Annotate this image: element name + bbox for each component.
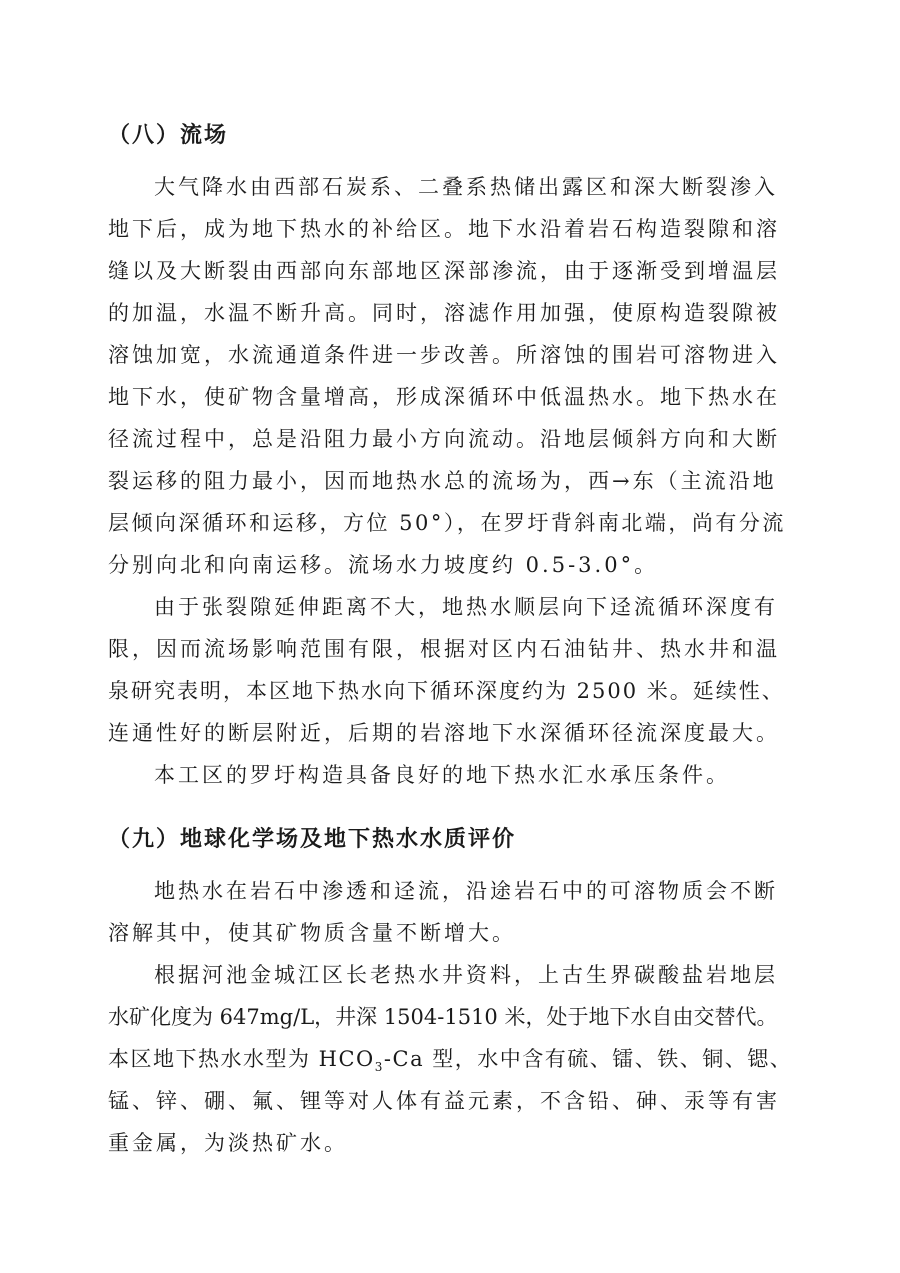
water-type-subscript: 3 — [374, 1060, 384, 1075]
paragraph-geochemistry-2 — [108, 954, 793, 1164]
text-line: 水矿化度为 647mg/L，井深 1504-1510 米，处于地下水自由交替代。 — [108, 1005, 778, 1029]
text-line: 溶解其中，使其矿物质含量不断增大。 — [108, 921, 516, 945]
text-line: 根据河池金城江区长老热水井资料，上古生界碳酸盐岩地层 — [154, 963, 778, 987]
text-line: 地热水在岩石中渗透和迳流，沿途岩石中的可溶物质会不断 — [154, 879, 778, 903]
paragraph-geochemistry-1 — [108, 870, 793, 954]
text-line: 分别向北和向南运移。流场水力坡度约 0.5-3.0°。 — [108, 553, 659, 577]
text-line: 大气降水由西部石炭系、二叠系热储出露区和深大断裂渗入 — [154, 175, 778, 199]
text-line: 地下水，使矿物含量增高，形成深循环中低温热水。地下热水在 — [108, 385, 780, 409]
section-heading-geochemistry: （九）地球化学场及地下热水水质评价 — [108, 827, 517, 852]
water-type-text-after: -Ca 型，水中含有硫、镭、铁、铜、锶、 — [383, 1047, 793, 1071]
paragraph-flow-field-2 — [108, 586, 793, 754]
text-line: 的加温，水温不断升高。同时，溶滤作用加强，使原构造裂隙被 — [108, 301, 780, 325]
text-line: 由于张裂隙延伸距离不大，地热水顺层向下迳流循环深度有 — [154, 595, 778, 619]
text-line: 限，因而流场影响范围有限，根据对区内石油钻井、热水井和温 — [108, 637, 780, 661]
text-line-water-type — [108, 1038, 793, 1080]
text-line: 地下后，成为地下热水的补给区。地下水沿着岩石构造裂隙和溶 — [108, 217, 780, 241]
paragraph-flow-field-3 — [108, 754, 793, 796]
paragraph-flow-field-1 — [108, 166, 793, 586]
text-line: 连通性好的断层附近，后期的岩溶地下水深循环径流深度最大。 — [108, 721, 780, 745]
text-line: 径流过程中，总是沿阻力最小方向流动。沿地层倾斜方向和大断 — [108, 427, 780, 451]
text-line: 泉研究表明，本区地下热水向下循环深度约为 2500 米。延续性、 — [108, 679, 785, 703]
text-line: 层倾向深循环和运移，方位 50°），在罗圩背斜南北端，尚有分流 — [108, 511, 786, 535]
text-line: 裂运移的阻力最小，因而地热水总的流场为，西→东（主流沿地 — [108, 469, 777, 493]
text-line: 重金属，为淡热矿水。 — [108, 1131, 348, 1155]
water-type-text-before: 本区地下热水水型为 HCO — [108, 1047, 375, 1071]
text-line: 缝以及大断裂由西部向东部地区深部渗流，由于逐渐受到增温层 — [108, 259, 780, 283]
text-line: 本工区的罗圩构造具备良好的地下热水汇水承压条件。 — [154, 763, 730, 787]
text-line: 锰、锌、硼、氟、锂等对人体有益元素，不含铅、砷、汞等有害 — [108, 1089, 780, 1113]
text-line: 溶蚀加宽，水流通道条件进一步改善。所溶蚀的围岩可溶物进入 — [108, 343, 780, 367]
section-heading-flow-field: （八）流场 — [108, 123, 229, 148]
